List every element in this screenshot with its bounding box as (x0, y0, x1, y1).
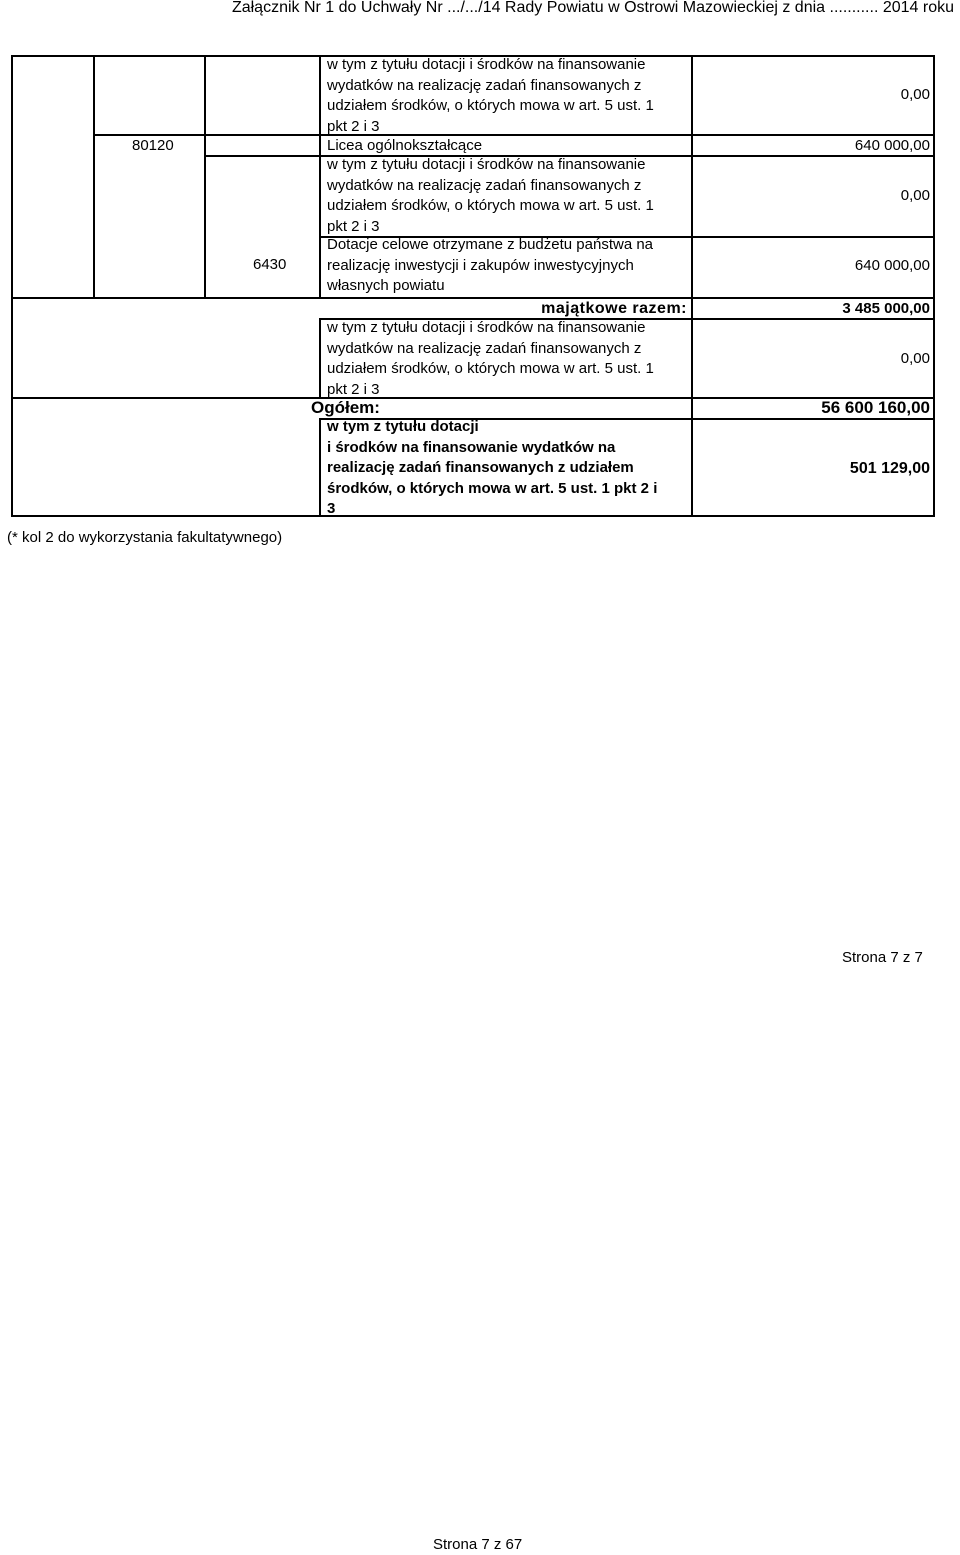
desc-line: w tym z tytułu dotacji (327, 418, 479, 435)
desc-line: własnych powiatu (327, 277, 445, 294)
desc-line: 3 (327, 500, 336, 517)
majatkowe-amount: 3 485 000,00 (842, 300, 930, 317)
majatkowe-sub-description (327, 318, 689, 400)
col-separator-1 (93, 55, 95, 298)
desc-line: wydatków na realizację zadań finansowanych z (327, 76, 642, 94)
col-separator-6 (319, 418, 321, 517)
document-header: Załącznik Nr 1 do Uchwały Nr .../.../14 Rady Powiatu w Ostrowi Mazowieckiej z dnia ........... 2014 roku (231, 0, 954, 16)
desc-line: w tym z tytułu dotacji i środków na finansowanie (327, 156, 646, 173)
desc-line: udziałem środków, o których mowa w art. 5 ust. 1 (327, 360, 654, 377)
ogolem-sub-description (327, 417, 689, 520)
majatkowe-sub-amount: 0,00 (900, 350, 930, 367)
desc-line: pkt 2 i 3 (327, 117, 380, 135)
desc-line: wydatków na realizację zadań finansowanych z (327, 176, 642, 194)
rozdzial-amount: 640 000,00 (854, 137, 930, 154)
row4-amount: 640 000,00 (854, 257, 930, 274)
desc-line: pkt 2 i 3 (327, 217, 380, 235)
desc-line: wydatków na realizację zadań finansowanych z (327, 339, 642, 357)
rozdzial-code: 80120 (132, 137, 174, 154)
majatkowe-label: majątkowe razem: (541, 300, 687, 317)
desc-line: w tym z tytułu dotacji i środków na finansowanie (327, 319, 646, 336)
paragraf-code: 6430 (253, 256, 287, 273)
row1-amount: 0,00 (900, 86, 930, 103)
row1-description (327, 55, 689, 137)
desc-line: i środków na finansowanie wydatków na (327, 438, 616, 456)
row4-description (327, 235, 689, 297)
col-separator-4 (691, 55, 693, 517)
col-separator-3 (319, 55, 321, 298)
table-left-border (11, 55, 13, 517)
row3-amount: 0,00 (900, 187, 930, 204)
desc-line: realizację inwestycji i zakupów inwestycyjnych (327, 256, 634, 274)
desc-line: udziałem środków, o których mowa w art. 5 ust. 1 (327, 197, 654, 214)
desc-line: Dotacje celowe otrzymane z budżetu państwa na (327, 236, 654, 253)
desc-line: pkt 2 i 3 (327, 380, 380, 398)
rozdzial-name: Licea ogólnokształcące (327, 137, 483, 154)
table-right-border (933, 55, 935, 517)
desc-line: środków, o których mowa w art. 5 ust. 1 pkt 2 i (327, 479, 658, 497)
ogolem-amount: 56 600 160,00 (821, 398, 930, 417)
desc-line: w tym z tytułu dotacji i środków na finansowanie (327, 56, 646, 73)
page-number-global: Strona 7 z 67 (433, 1536, 523, 1553)
col-separator-2 (204, 55, 206, 298)
desc-line: realizację zadań finansowanych z udziałem (327, 459, 634, 476)
page-number-local: Strona 7 z 7 (842, 949, 923, 966)
footnote: (* kol 2 do wykorzystania fakultatywnego) (7, 529, 283, 546)
row3-description (327, 155, 689, 237)
col-separator-5 (319, 318, 321, 398)
desc-line: udziałem środków, o których mowa w art. 5 ust. 1 (327, 97, 654, 114)
ogolem-label: Ogółem: (311, 398, 380, 417)
ogolem-sub-amount: 501 129,00 (849, 460, 930, 477)
